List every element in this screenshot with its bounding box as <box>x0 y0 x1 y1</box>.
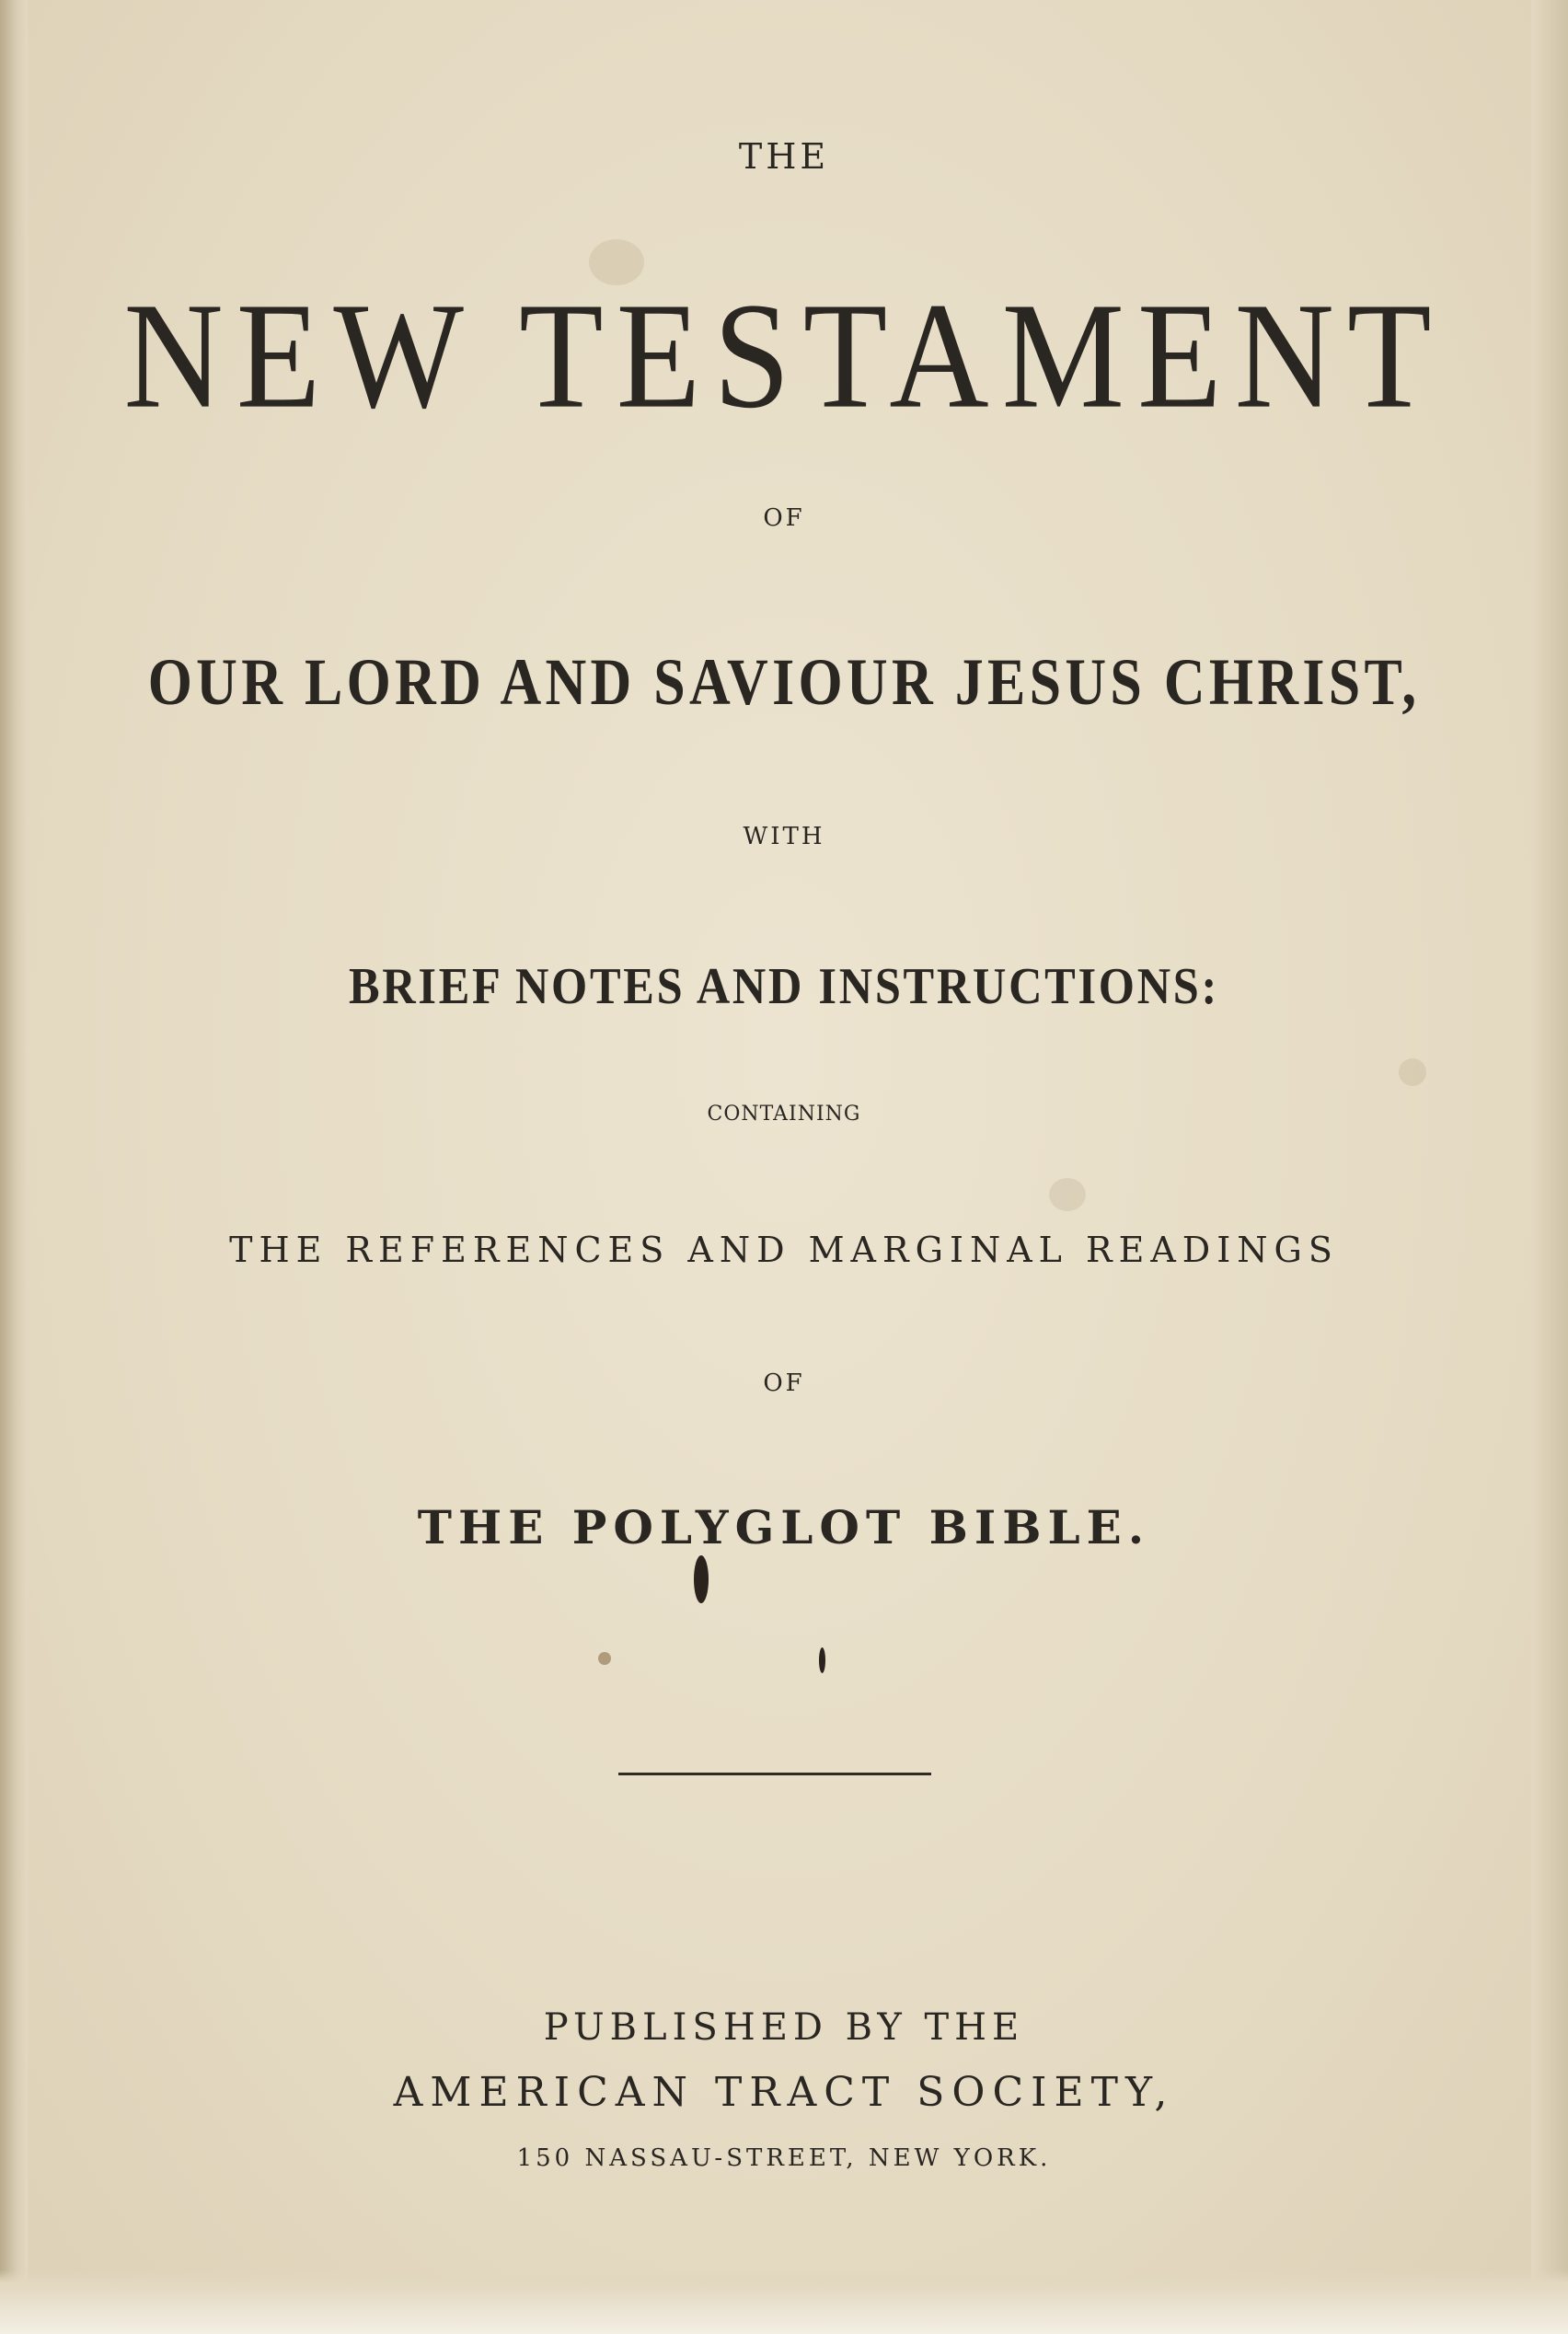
page-torn-bottom-edge <box>0 2270 1568 2334</box>
main-title: NEW TESTAMENT <box>123 272 1445 440</box>
references-line: THE REFERENCES AND MARGINAL READINGS <box>229 1230 1339 1270</box>
separator-rule <box>618 1773 931 1775</box>
published-by: PUBLISHED BY THE <box>543 2006 1025 2049</box>
title-the: THE <box>738 136 830 177</box>
title-of-second: OF <box>763 1369 805 1397</box>
notes-heading: BRIEF NOTES AND INSTRUCTIONS: <box>348 958 1220 1015</box>
publisher-address: 150 NASSAU-STREET, NEW YORK. <box>516 2144 1052 2172</box>
ink-blot <box>694 1555 709 1603</box>
ink-blot <box>819 1647 825 1673</box>
subtitle: OUR LORD AND SAVIOUR JESUS CHRIST, <box>147 645 1421 719</box>
paper-stain <box>1399 1058 1426 1086</box>
bible-title: THE POLYGLOT BIBLE. <box>417 1500 1151 1554</box>
publisher-name: AMERICAN TRACT SOCIETY, <box>393 2069 1175 2116</box>
ink-blot <box>598 1652 611 1665</box>
title-containing: CONTAINING <box>707 1103 861 1126</box>
title-of: OF <box>763 504 805 532</box>
title-with: WITH <box>743 823 825 850</box>
paper-stain <box>1049 1178 1086 1211</box>
